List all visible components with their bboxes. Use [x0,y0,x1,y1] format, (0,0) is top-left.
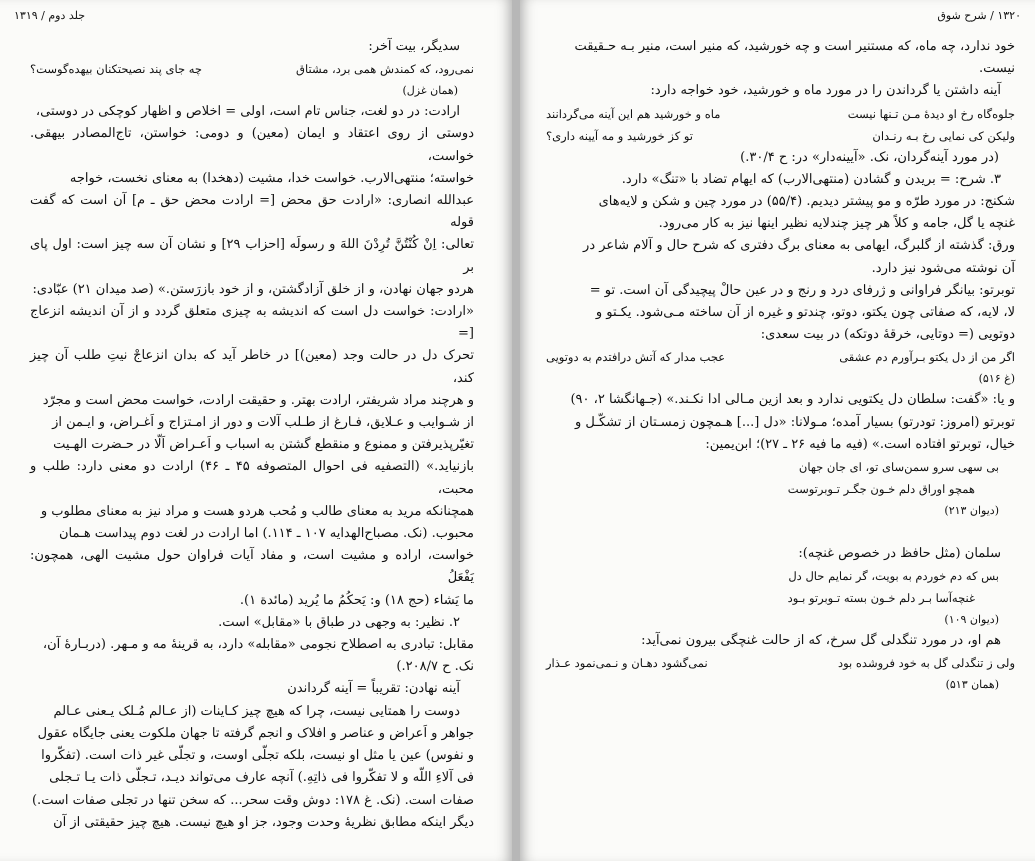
hemistich: اگر من از دل یکتو بـرآورم دم عشقی [839,350,1015,365]
text-line: لا، لایه، که صفاتی چون یکتو، دوتو، چندتو و غیره از آن ساخته مـی‌شود. یکـتو و [595,305,1015,321]
text-line: هردو جهان نهادن، و از خلق آزادگشتن، و از خود بازرَستن.» (صد میدان ۲۱) عبّادی: [32,281,474,297]
verse [546,125,1015,147]
source-citation: (همان ۵۱۳) [945,678,999,692]
verse [546,346,1015,368]
source-citation: (دیوان ۱۰۹) [944,613,999,627]
text-line: از شـوایب و عـلایق، فـارغ از طـلب آلات و دور از امـتزاج و اَغـراض، و ایـمن از [52,415,474,431]
text-line: سلمان (مثل حافظ در خصوص غنچه): [798,546,1001,562]
text-line: نک. ح ۲۰۸/۷.) [396,659,474,675]
text-line: جواهر و اَعراض و عناصر و افلاک و انجم گرفته تا جهان ملکوت یعنی جایگاه عقول [37,725,474,741]
verse-line: بس که دم خوردم به بویت، گر نمایم حال دل [788,569,999,584]
text-line: ۲. نظیر: به وجهی در طباق با «مقابل» است. [218,614,460,630]
text-line: فی آلاءِ اللّه و لا تفکّروا فی ذاتِهِ.) آنچه عارف می‌تواند دیـد، تـجلّی ذات یـا تـجلی [49,770,474,786]
hemistich: نمی‌گشود دهـان و نـمی‌نمود عـذار [546,656,708,671]
text-line: خواست، اراده و مشیت است، و مفاد آیات فراوان حول مشیت الهی، همچون: یَفْعَلُ [30,548,474,586]
text-line: دیگر اینکه مطابق نظریهٔ وحدت وجود، جز او هیچ نیست. هیچ چیز حقیقتی از آن [53,814,474,830]
text-line: توبرتو (امروز: تودرتو) بسیار آمده؛ مـولانا: «دل [...] هـمچون زمسـتان از تشکّـل و [574,414,1015,430]
right-page-header: ۱۳۲۰ / شرح شوق [937,9,1021,22]
text-line: بازنیاید.» (التصفیه فی احوال المتصوفه ۴۵ ـ ۴۶) ارادت دو معنی دارد: طلب و محبت، [30,459,474,497]
verse-line: بی سهی سرو سمن‌سای تو، ای جان جهان [798,460,999,475]
text-line: تغیّرپذیرفتن و ممنوع و منقطع گشتن به اسباب و اَعـراض اَلّا در حـضرت الهـیت [53,437,474,453]
text-line: و هرچند مراد شریفتر، ارادت بهتر. و حقیقت ارادت، خواست محض است و مجرّد [42,392,474,408]
verse-line: غنچه‌آسا بـر دلم خـون بسته تـوبرتو بـود [787,591,975,606]
text-line: آن نوشته می‌شود نیز دارد. [871,260,1015,276]
text-line: تعالی: اِنْ کُنْتُنَّ تُرِدْنَ اللهَ و رسولَه [احزاب ۲۹] و نشان آن سه چیز است: اول پای بر [30,237,474,275]
text-line: خواسته؛ منتهی‌الارب. خواست خدا، مشیت (دهخدا) به معنای نخست، خواجه [69,170,474,186]
text-line: محبوب. (نک. مصباح‌الهدایه ۱۰۷ ـ ۱۱۴.) اما ارادت در لغت دوم پیداست هـمان [58,526,474,542]
text-line: ورق: گذشته از گلبرگ، ایهامی به معنای برگ دفتری که شرح حال و آلام شاعر در [583,238,1015,254]
source-citation: (همان غزل) [402,84,458,98]
hemistich: ولیکن کی نمایی رخ بـه رنـدان [872,128,1015,143]
text-line: هم او، در مورد تنگدلی گل سرخ، که از حالت غنچگی بیرون نمی‌آید: [641,633,1001,649]
hemistich: ماه و خورشید هم این آینه می‌گردانند [546,106,721,121]
hemistich: تو کز خورشید و مه آیینه داری؟ [546,128,693,143]
hemistich: نمی‌رود، که کمندش همی برد، مشتاق [296,62,474,77]
text-line: خیال، توبرتو افتاده است.» (فیه ما فیه ۲۶ ـ ۲۷)؛ ابن‌یمین: [705,436,1015,452]
text-line: ارادت: در دو لغت، جناس تام است، اولی = اخلاص و اظهار کوچکی در دوستی، [35,104,460,120]
text-line: غنچه یا گل، جامه و کلاً هر چیز چندلایه نظیر اینها نیز به کار می‌رود. [658,216,1015,232]
source-citation: (دیوان ۲۱۳) [944,504,999,518]
text-line: و یا: «گفت: سلطان دل یکتویی ندارد و بعد ازین مـالی ادا نکـند.» (جـهانگشا ۲، ۹۰) [570,392,1015,408]
text-line: ما یَشاء (حج ۱۸) و: یَحکُمُ ما یُرید (مائدة ۱). [239,592,474,608]
text-line: آینه نهادن: تقریباً = آینه گرداندن [287,681,460,697]
hemistich: عجب مدار که آتش درافتدم به دوتویی [546,350,726,365]
text-line: دوتویی (= دوتایی، خرقهٔ دوتکه) در بیت سعدی: [760,327,1015,343]
text-line: عبدالله انصاری: «ارادت حق محض [= ارادت محض حق ـ م] آن است که گفت قوله [30,193,474,231]
left-page-body [30,36,474,834]
verse-line: همچو اوراق دلم خـون جگـر تـوبرتوست [787,482,975,497]
book-gutter [512,0,520,861]
spacer [546,521,1015,543]
verse [30,58,474,80]
right-page [520,0,1035,861]
text-line: دوستی از روی اعتقاد و ایمان (معین) و دومی: خواستن، تاج‌المصادر بیهقی. خواست، [30,126,474,164]
text-line: ۳. شرح: = بریدن و گشادن (منتهی‌الارب) که ایهام تضاد با «تنگ» دارد. [621,171,1001,187]
left-page-header: جلد دوم / ۱۳۱۹ [14,9,86,22]
text-line: دوست را همتایی نیست، چرا که هیچ چیز کـاینات (از عـالم مُـلک یـعنی عـالم [53,703,460,719]
text-line: (در مورد آینه‌گردان، نک. «آیینه‌دار» در: ح ۳۰/۴.) [740,149,999,165]
left-page [0,0,512,861]
text-line: صفات است. (نک. غ ۱۷۸: دوش وقت سحر... که سخن تنها در تجلی صفات است.) [31,792,474,808]
text-line: تحرک دل در حالت وجد (معین)] در خاطر آید که بدان انزعاجْ نیتِ طلب آن چیز کند، [30,348,474,386]
text-line: «ارادت: خواست دل است که اندیشه به چیزی متعلق گردد و از آن اندیشه انزعاج [= [30,304,474,342]
text-line: نیست. [978,61,1015,77]
source-citation: (غ ۵۱۶) [978,372,1015,386]
text-line: مقابل: تبادری به اصطلاح نجومی «مقابله» دارد، به قرینهٔ مه و مـهر. (دربـارهٔ آن، [42,637,474,653]
hemistich: ولی ز تنگدلی گل به خود فروشده بود [837,656,1015,671]
hemistich: چه جای پند نصیحتکنان بیهده‌گوست؟ [30,62,203,77]
text-line: همچنانکه مرید به معنای طالب و مُحب هردو هست و مراد نیز به معنای مطلوب و [40,503,474,519]
verse [546,103,1015,125]
hemistich: جلوه‌گاه رخ او دیدهٔ مـن تـنها نیست [847,106,1015,121]
text-line: و نفوس) عین یا مثل او نیست، بلکه تجلّی اوست، و تجلّی غیر ذات است. (تفکّروا [41,748,474,764]
text-line: توبرتو: بیانگر فراوانی و ژرفای درد و رنج و در عین حالْ پیچیدگی آن است. تو = [589,282,1015,298]
text-line: خود ندارد، چه ماه، که مستنیر است و چه خورشید، که منیر است، منیر بـه حـقیقت [574,39,1015,54]
right-page-body [546,36,1015,695]
text-line: شکنج: در مورد طرّه و مو پیشتر دیدیم. (۵۵/۴) در مورد چین و شکن و لایه‌های [598,194,1015,210]
text-line: سدیگر، بیت آخر: [368,39,460,54]
text-line: آینه داشتن یا گرداندن را در مورد ماه و خورشید، خود خواجه دارد: [650,83,1001,99]
verse [546,652,1015,674]
